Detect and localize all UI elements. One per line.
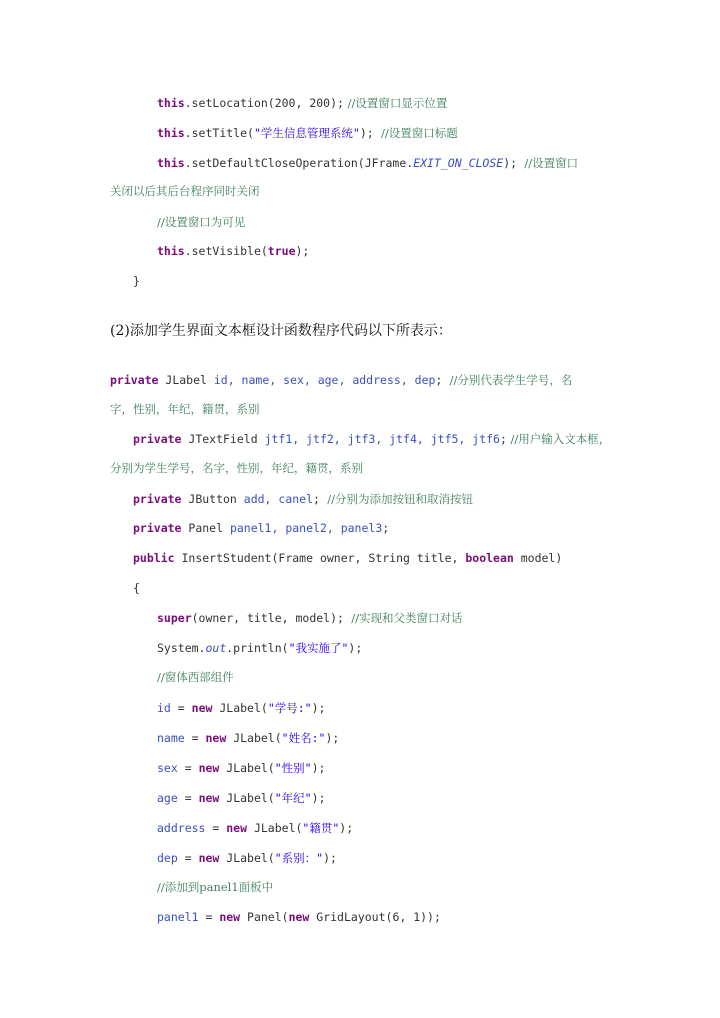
code-line-panel-fields [133, 520, 389, 536]
code-text: { [133, 581, 140, 595]
string-literal: "学号:" [267, 701, 312, 715]
code-text: ); [325, 731, 340, 745]
field-names: age [157, 791, 178, 805]
code-line-panel1-init [157, 909, 441, 925]
string-literal: "籍贯" [302, 821, 340, 835]
code-comment: 字，性别，年纪，籍贯，系别 [110, 402, 260, 416]
keyword: private [133, 492, 182, 506]
code-line-comment-west [157, 669, 234, 685]
code-text: = [184, 731, 206, 745]
keyword: new [198, 761, 220, 775]
code-text: Panel [181, 521, 230, 535]
string-literal: "我实施了" [288, 641, 349, 655]
keyword: new [205, 731, 227, 745]
code-comment: //实现和父类窗口对话 [343, 611, 463, 625]
keyword: this [157, 126, 185, 140]
keyword: new [226, 821, 248, 835]
code-text: JLabel( [219, 761, 275, 775]
code-line-sex-label [157, 760, 325, 776]
string-literal: "系别：" [274, 851, 324, 865]
keyword: this [157, 96, 185, 110]
code-text: ); [359, 126, 374, 140]
code-line-jlabel-fields [110, 372, 572, 388]
code-text: ; [435, 373, 443, 387]
string-literal: "姓名:" [281, 731, 326, 745]
code-comment-continuation [110, 401, 260, 417]
code-comment: //分别为添加按钮和取消按钮 [319, 492, 474, 506]
code-text: JButton [181, 492, 244, 506]
keyword: super [157, 611, 192, 625]
field-names: dep [157, 851, 178, 865]
code-text: ); [311, 761, 326, 775]
code-text: JLabel( [219, 791, 275, 805]
code-line-println [157, 640, 362, 656]
keyword: true [267, 244, 296, 258]
code-comment: 关闭以后其后台程序同时关闭 [110, 184, 260, 198]
field-names: sex [157, 761, 178, 775]
code-comment: //分别代表学生学号，名 [442, 373, 573, 387]
keyword: this [157, 244, 185, 258]
string-literal: "年纪" [274, 791, 312, 805]
field-names: id [157, 701, 171, 715]
keyword: new [288, 910, 310, 924]
field-names: panel1, panel2, panel3 [229, 521, 383, 535]
code-comment: //添加到panel1面板中 [157, 880, 274, 894]
code-text: .setVisible( [184, 244, 268, 258]
static-field: out [205, 641, 227, 655]
field-names: name [157, 731, 185, 745]
string-literal: "性别" [274, 761, 312, 775]
string-literal: "学生信息管理系统" [253, 126, 360, 140]
code-line-open-brace [133, 580, 140, 596]
code-text: ); [503, 156, 518, 170]
code-line-set-visible [157, 243, 309, 259]
keyword: private [110, 373, 159, 387]
code-text: = [205, 821, 227, 835]
keyword: new [198, 851, 220, 865]
code-text: JLabel( [219, 851, 275, 865]
code-text: ); [311, 701, 326, 715]
keyword: new [191, 701, 213, 715]
code-text: ; [313, 492, 320, 506]
code-line-dep-label [157, 850, 337, 866]
code-text: JLabel [158, 373, 214, 387]
code-text: JLabel( [226, 731, 282, 745]
field-names: add, canel [243, 492, 314, 506]
code-text: JLabel( [212, 701, 268, 715]
code-text: GridLayout(6, 1)); [309, 910, 441, 924]
field-names: id, name, sex, age, address, dep [213, 373, 436, 387]
code-line-jtextfield-fields [133, 431, 610, 447]
code-comment-continuation [110, 183, 260, 199]
code-text: ); [311, 791, 326, 805]
code-text: JTextField [181, 432, 265, 446]
code-text: = [170, 701, 192, 715]
code-comment: 分别为学生学号，名字，性别，年纪，籍贯，系别 [110, 461, 363, 475]
code-text: = [177, 761, 199, 775]
keyword: this [157, 156, 185, 170]
code-line-set-default-close [157, 155, 578, 171]
code-comment-continuation [110, 460, 363, 476]
code-comment: //窗体西部组件 [157, 670, 234, 684]
code-comment: //设置窗口 [517, 156, 579, 170]
keyword: public [133, 551, 175, 565]
code-line-constructor [133, 550, 562, 566]
code-text: .println( [226, 641, 289, 655]
code-text: .setTitle( [184, 126, 254, 140]
code-text: = [177, 851, 199, 865]
code-text: ); [295, 244, 310, 258]
code-line-jbutton-fields [133, 491, 473, 507]
code-text: .setLocation(200, 200); [184, 96, 344, 110]
code-text: (owner, title, model); [191, 611, 344, 625]
keyword: private [133, 432, 182, 446]
code-text: model) [513, 551, 563, 565]
code-text: ; [499, 432, 507, 446]
code-text: System. [157, 641, 206, 655]
code-line-address-label [157, 820, 353, 836]
code-line-id-label [157, 700, 325, 716]
code-line-set-title [157, 125, 458, 141]
code-line-comment-visible [157, 214, 245, 230]
code-line-comment-panel1 [157, 879, 273, 895]
code-comment: //用户输入文本框， [506, 432, 611, 446]
code-text: ); [348, 641, 363, 655]
code-line-set-location [157, 95, 447, 111]
code-text: ; [382, 521, 390, 535]
code-text: .setDefaultCloseOperation(JFrame. [184, 156, 414, 170]
code-text: = [177, 791, 199, 805]
code-comment: //设置窗口显示位置 [343, 96, 448, 110]
code-comment: //设置窗口标题 [373, 126, 458, 140]
field-names: jtf1, jtf2, jtf3, jtf4, jtf5, jtf6 [264, 432, 500, 446]
keyword: new [219, 910, 241, 924]
code-line-name-label [157, 730, 339, 746]
code-line-close-brace [133, 273, 140, 289]
code-text: = [198, 910, 220, 924]
code-text: } [133, 274, 140, 288]
code-text: Panel( [240, 910, 289, 924]
code-text: JLabel( [247, 821, 303, 835]
section-heading: (2)添加学生界面文本框设计函数程序代码以下所表示： [110, 323, 452, 339]
keyword: boolean [465, 551, 514, 565]
code-text: ); [323, 851, 337, 865]
code-text: InsertStudent(Frame owner, String title, [174, 551, 466, 565]
code-line-super [157, 610, 463, 626]
code-text: ); [339, 821, 354, 835]
static-field: EXIT_ON_CLOSE [413, 156, 504, 170]
keyword: private [133, 521, 182, 535]
field-names: address [157, 821, 206, 835]
keyword: new [198, 791, 220, 805]
code-comment: //设置窗口为可见 [157, 215, 246, 229]
field-names: panel1 [157, 910, 199, 924]
code-line-age-label [157, 790, 325, 806]
